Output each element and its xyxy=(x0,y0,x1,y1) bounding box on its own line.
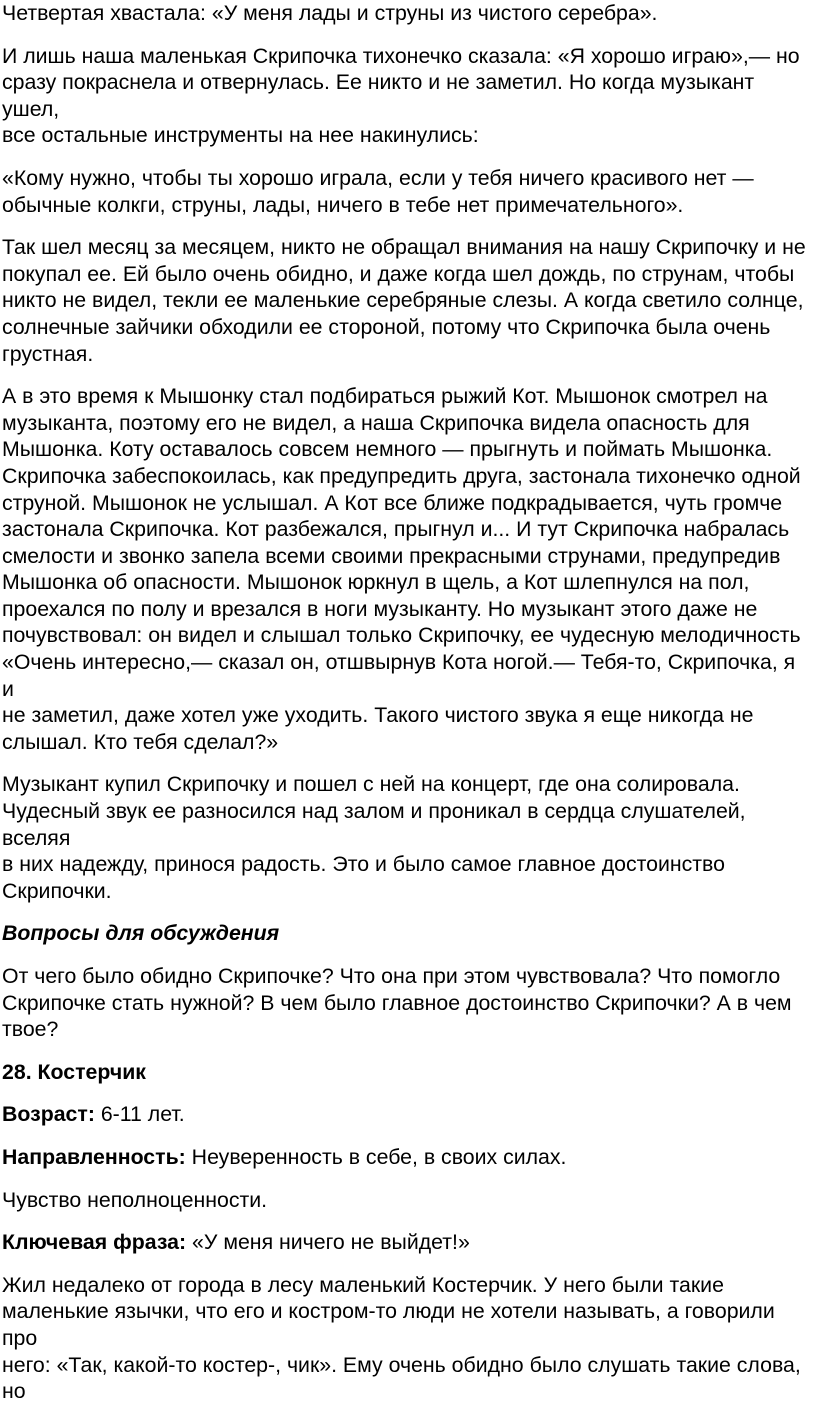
questions-heading: Вопросы для обсуждения xyxy=(2,921,280,946)
key-phrase-line xyxy=(2,1229,812,1256)
age-line xyxy=(2,1101,812,1128)
direction-line xyxy=(2,1144,812,1171)
key-phrase-value: «У меня ничего не выйдет!» xyxy=(186,1230,470,1255)
paragraph: Жил недалеко от города в лесу маленький Костерчик. У него были такие маленькие язычки, что его и костром-то люди не хотели называть, а говорили про него: «Так, какой-то костер-, чик». Ему очень обидно было слушать такие слова, но xyxy=(2,1272,801,1404)
age-value: 6-11 лет. xyxy=(94,1102,185,1127)
direction-value: Неуверенность в себе, в своих силах. xyxy=(185,1144,567,1169)
paragraph: «Кому нужно, чтобы ты хорошо играла, если у тебя ничего красивого нет — обычные колкги, струны, лады, ничего в тебе нет примечательного». xyxy=(2,165,754,217)
paragraph: Музыкант купил Скрипочку и пошел с ней на концерт, где она солировала. Чудесный звук ее разносился над залом и проникал в сердца слушателей, вселяя в них надежду, принося радость. Это и было самое главное достоинство Скрипочки. xyxy=(2,772,746,903)
paragraph: Так шел месяц за месяцем, никто не обращал внимания на нашу Скрипочку и не покупал ее. Ей было очень обидно, и даже когда шел дождь, по струнам, чтобы никто не видел, текли ее маленькие серебряные слезы. А когда светило солнце, солнечные зайчики обходили ее стороной, потому что Скрипочка была очень грустная. xyxy=(2,235,806,366)
paragraph: А в это время к Мышонку стал подбираться рыжий Кот. Мышонок смотрел на музыканта, поэтому его не видел, а наша Скрипочка видела опасность для Мышонка. Коту оставалось совсем немного — прыгнуть и поймать Мышонка. Скрипочка забеспокоилась, как предупредить друга, застонала тихонечко одной струной. Мышонок не услышал. А Кот все ближе подкрадывается, чуть громче застонала Скрипочка. Кот разбежался, прыгнул и... И тут Скрипочка набралась смелости и звонко запела всеми своими прекрасными струнами, предупредив Мышонка об опасности. Мышонок юркнул в щель, а Кот шлепнулся на пол, проехался по полу и врезался в ноги музыканту. Но музыкант этого даже не почувствовал: он видел и слышал только Скрипочку, ее чудесную мелодичность «Очень интересно,— сказал он, отшвырнув Кота ногой.— Тебя-то, Скрипочка, я и не заметил, даже хотел уже уходить. Такого чистого звука я еще никогда не слышал. Кто тебя сделал?» xyxy=(2,384,801,754)
paragraph: И лишь наша маленькая Скрипочка тихонечко сказала: «Я хорошо играю»,— но сразу покраснела и отвернулась. Ее никто и не заметил. Но когда музыкант ушел, все остальные инструменты на нее накинулись: xyxy=(2,43,800,148)
direction-label: Направленность: xyxy=(2,1144,186,1169)
paragraph: От чего было обидно Скрипочке? Что она при этом чувствовала? Что помогло Скрипочке стать нужной? В чем было главное достоинство Скрипочки? А в чем твое? xyxy=(2,964,792,1042)
paragraph: Чувство неполноценности. xyxy=(2,1187,268,1212)
key-phrase-label: Ключевая фраза: xyxy=(2,1230,187,1255)
age-label: Возраст: xyxy=(2,1102,95,1127)
paragraph: Четвертая хвастала: «У меня лады и струны из чистого серебра». xyxy=(2,1,658,25)
section-title: 28. Костерчик xyxy=(2,1059,146,1084)
